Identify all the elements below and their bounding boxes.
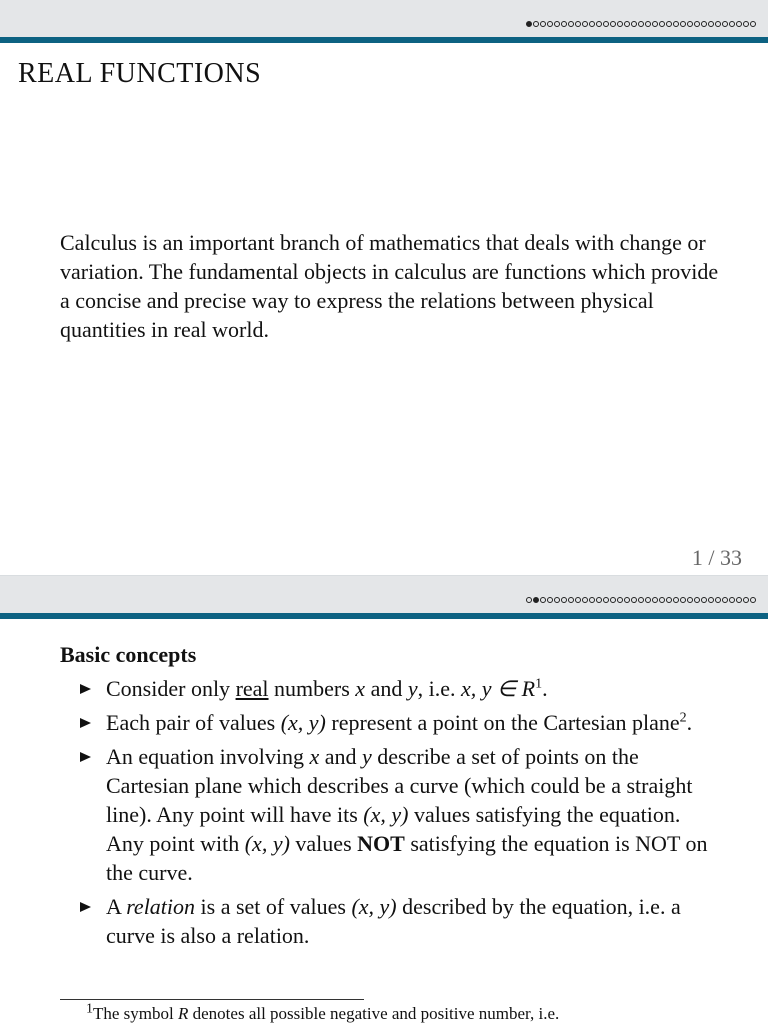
- nav-dot[interactable]: [729, 597, 735, 603]
- nav-dot[interactable]: [561, 21, 567, 27]
- footnote-ref[interactable]: 2: [679, 710, 687, 726]
- nav-dot[interactable]: [526, 21, 532, 27]
- nav-dot[interactable]: [687, 21, 693, 27]
- nav-dot[interactable]: [708, 21, 714, 27]
- nav-dot[interactable]: [645, 21, 651, 27]
- footnote-divider: [60, 999, 364, 1000]
- nav-dot[interactable]: [533, 21, 539, 27]
- bullet-triangle-icon: [80, 752, 91, 762]
- bullet-item: A relation is a set of values (x, y) described by the equation, i.e. a curve is also a relation.: [80, 892, 720, 950]
- nav-dot[interactable]: [694, 21, 700, 27]
- nav-dot[interactable]: [694, 597, 700, 603]
- footnote-ref[interactable]: 1: [535, 676, 543, 692]
- page-number: 1 / 33: [691, 545, 742, 570]
- bullet-item: Consider only real numbers x and y, i.e. x, y ∈ $R^1$.: [80, 674, 720, 703]
- bullet-list: [80, 674, 720, 955]
- nav-dot[interactable]: [526, 597, 532, 603]
- math-expression: (x, y): [244, 831, 290, 856]
- nav-dot[interactable]: [603, 21, 609, 27]
- nav-dot[interactable]: [680, 21, 686, 27]
- nav-dot[interactable]: [638, 597, 644, 603]
- nav-dot[interactable]: [547, 21, 553, 27]
- nav-dot[interactable]: [715, 597, 721, 603]
- nav-dot[interactable]: [554, 21, 560, 27]
- nav-dot[interactable]: [624, 21, 630, 27]
- bullet-triangle-icon: [80, 684, 91, 694]
- nav-dot[interactable]: [743, 21, 749, 27]
- nav-dot[interactable]: [610, 597, 616, 603]
- nav-dot[interactable]: [708, 597, 714, 603]
- nav-dot[interactable]: [575, 21, 581, 27]
- nav-dot[interactable]: [631, 597, 637, 603]
- math-expression: (x, y): [351, 894, 397, 919]
- nav-dot[interactable]: [575, 597, 581, 603]
- nav-dot[interactable]: [673, 597, 679, 603]
- nav-dot[interactable]: [568, 21, 574, 27]
- nav-dot[interactable]: [666, 597, 672, 603]
- nav-dot[interactable]: [652, 21, 658, 27]
- nav-dot[interactable]: [715, 21, 721, 27]
- nav-dot[interactable]: [680, 597, 686, 603]
- nav-dot[interactable]: [617, 21, 623, 27]
- nav-dot[interactable]: [638, 21, 644, 27]
- nav-dot[interactable]: [547, 597, 553, 603]
- nav-dot[interactable]: [617, 597, 623, 603]
- nav-dot[interactable]: [561, 597, 567, 603]
- nav-dot[interactable]: [624, 597, 630, 603]
- nav-dot[interactable]: [589, 597, 595, 603]
- nav-dot[interactable]: [540, 21, 546, 27]
- nav-dot[interactable]: [750, 21, 756, 27]
- nav-dot[interactable]: [687, 597, 693, 603]
- nav-dot[interactable]: [750, 597, 756, 603]
- accent-bar: [0, 613, 768, 619]
- footnote: $^1$The symbol R denotes all possible negative and positive number, i.e.: [86, 1001, 560, 1023]
- nav-dot[interactable]: [743, 597, 749, 603]
- nav-dot[interactable]: [554, 597, 560, 603]
- math-expression: (x, y): [280, 710, 326, 735]
- bullet-triangle-icon: [80, 902, 91, 912]
- nav-dot[interactable]: [701, 21, 707, 27]
- nav-dot[interactable]: [645, 597, 651, 603]
- nav-dot[interactable]: [736, 21, 742, 27]
- math-expression: x, y ∈ R: [460, 676, 536, 701]
- header-bar: [0, 576, 768, 613]
- nav-dot[interactable]: [631, 21, 637, 27]
- nav-dot[interactable]: [596, 597, 602, 603]
- bullet-item: Each pair of values (x, y) represent a point on the Cartesian plane$^2$.: [80, 708, 720, 737]
- slide-navigation-dots[interactable]: [526, 21, 756, 27]
- math-expression: (x, y): [363, 802, 409, 827]
- nav-dot[interactable]: [729, 21, 735, 27]
- nav-dot[interactable]: [540, 597, 546, 603]
- nav-dot[interactable]: [596, 21, 602, 27]
- nav-dot[interactable]: [568, 597, 574, 603]
- slide-title: REAL FUNCTIONS: [18, 58, 262, 89]
- accent-bar: [0, 37, 768, 43]
- nav-dot[interactable]: [603, 597, 609, 603]
- header-bar: [0, 0, 768, 37]
- nav-dot[interactable]: [736, 597, 742, 603]
- bullet-item: An equation involving x and y describe a set of points on the Cartesian plane which describes a curve (which could be a straight line). Any point will have its (x, y) values satisfying the equation. Any point with (x, y) values NOT satisfying the equation is NOT on the curve.: [80, 742, 720, 887]
- nav-dot[interactable]: [701, 597, 707, 603]
- nav-dot[interactable]: [533, 597, 539, 603]
- nav-dot[interactable]: [610, 21, 616, 27]
- nav-dot[interactable]: [652, 597, 658, 603]
- bullet-triangle-icon: [80, 718, 91, 728]
- nav-dot[interactable]: [722, 597, 728, 603]
- section-heading: Basic concepts: [60, 642, 197, 667]
- nav-dot[interactable]: [722, 21, 728, 27]
- nav-dot[interactable]: [673, 21, 679, 27]
- nav-dot[interactable]: [659, 597, 665, 603]
- intro-paragraph: Calculus is an important branch of mathematics that deals with change or variation. The fundamental objects in calculus are functions which provide a concise and precise way to express the relations between physical quantities in real world.: [60, 230, 719, 342]
- nav-dot[interactable]: [582, 597, 588, 603]
- nav-dot[interactable]: [589, 21, 595, 27]
- nav-dot[interactable]: [659, 21, 665, 27]
- nav-dot[interactable]: [666, 21, 672, 27]
- slide-navigation-dots[interactable]: [526, 597, 756, 603]
- slide-2: [0, 576, 768, 1024]
- nav-dot[interactable]: [582, 21, 588, 27]
